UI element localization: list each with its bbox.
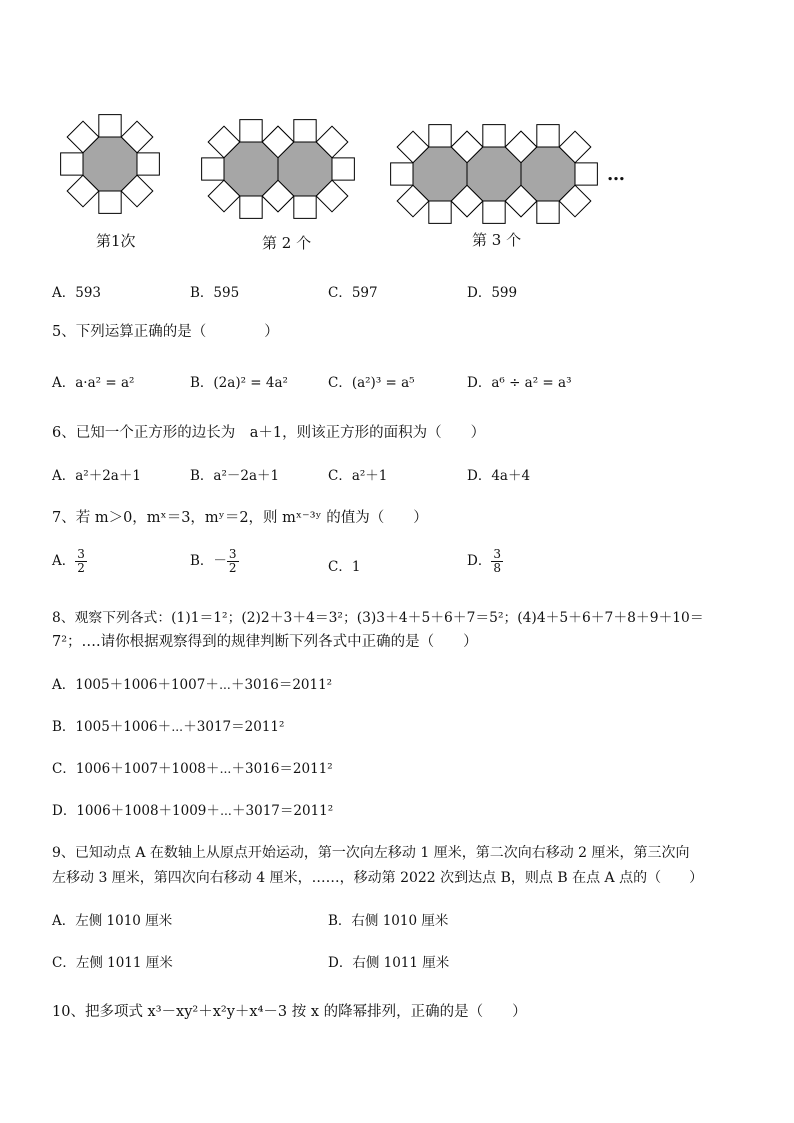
q9-stem-line2: 左移动 3 厘米，第四次向右移动 4 厘米，……，移动第 2022 次到达点 B，则点 B 在点 A 点的（ ） <box>52 870 704 886</box>
square-tile <box>294 196 316 218</box>
square-tile <box>99 191 121 213</box>
q8-option-b: B．1005＋1006＋⋯＋3017＝2011² <box>52 719 285 735</box>
square-tile <box>483 201 505 223</box>
q8-stem-line1: 8、观察下列各式：(1)1＝1²；(2)2＋3＋4＝3²；(3)3＋4＋5＋6＋7＝5²；(4)4＋5＋6＋7＋8＋9＋10＝ <box>52 610 704 626</box>
q10-stem: 10、把多项式 x³－xy²＋x²y＋x⁴－3 按 x 的降幂排列，正确的是（ ） <box>52 1004 527 1020</box>
q8-stem-line2: 7²；….请你根据观察得到的规律判断下列各式中正确的是（ ） <box>52 634 478 650</box>
square-tile <box>61 153 83 175</box>
square-tile <box>575 163 597 185</box>
q7-option-b-prefix: B．－ <box>190 553 227 569</box>
q7-option-a-prefix: A． <box>52 553 76 569</box>
q6-option-c: C．a²＋1 <box>328 468 388 484</box>
octagon-tile <box>521 147 575 201</box>
q8-option-a: A．1005＋1006＋1007＋⋯＋3016＝2011² <box>52 677 333 693</box>
q5-option-a: A．a·a² = a² <box>52 375 135 391</box>
octagon-pattern-figure <box>0 0 794 260</box>
square-tile <box>391 163 413 185</box>
q7-option-d-prefix: D． <box>467 553 492 569</box>
q4-option-d: D．599 <box>467 285 518 301</box>
octagon-tile <box>83 137 137 191</box>
square-tile <box>483 125 505 147</box>
q9-stem-line1: 9、已知动点 A 在数轴上从原点开始运动，第一次向左移动 1 厘米，第二次向右移动 2 厘米，第三次向 <box>52 845 690 861</box>
q6-stem: 6、已知一个正方形的边长为 a＋1，则该正方形的面积为（ ） <box>52 425 486 441</box>
q5-option-d: D．a⁶ ÷ a² = a³ <box>467 375 572 391</box>
q4-option-a: A．593 <box>52 285 102 301</box>
square-tile <box>429 125 451 147</box>
square-tile <box>137 153 159 175</box>
square-tile <box>202 158 224 180</box>
q4-option-c: C．597 <box>328 285 378 301</box>
q9-option-c: C．左侧 1011 厘米 <box>52 955 173 971</box>
q8-option-c: C．1006＋1007＋1008＋⋯＋3016＝2011² <box>52 761 333 777</box>
q6-option-a: A．a²＋2a＋1 <box>52 468 141 484</box>
q8-option-d: D．1006＋1008＋1009＋⋯＋3017＝2011² <box>52 803 334 819</box>
q7-option-b-fraction: $\frac{3}{2}$ <box>228 547 237 575</box>
q5-option-c: C．(a²)³ = a⁵ <box>328 375 415 391</box>
square-tile <box>429 201 451 223</box>
q7-option-b <box>190 548 239 575</box>
octagon-tile <box>413 147 467 201</box>
q7-stem: 7、若 m＞0，mˣ＝3，mʸ＝2，则 mˣ⁻³ʸ 的值为（ ） <box>52 510 428 526</box>
octagon-tile <box>278 142 332 196</box>
q6-option-d: D．4a＋4 <box>467 468 531 484</box>
octagon-tile <box>467 147 521 201</box>
square-tile <box>537 125 559 147</box>
q7-option-c: C．1 <box>328 559 361 575</box>
q5-stem: 5、下列运算正确的是（ ） <box>52 324 279 340</box>
q6-option-b: B．a²－2a＋1 <box>190 468 280 484</box>
square-tile <box>240 120 262 142</box>
square-tile <box>294 120 316 142</box>
square-tile <box>332 158 354 180</box>
figure-label-1: 第1次 <box>96 232 136 250</box>
square-tile <box>537 201 559 223</box>
q7-option-a <box>52 548 87 575</box>
square-tile <box>240 196 262 218</box>
figure-ellipsis: … <box>607 164 625 185</box>
octagon-tile <box>224 142 278 196</box>
q5-option-b: B．(2a)² = 4a² <box>190 375 288 391</box>
q9-option-b: B．右侧 1010 厘米 <box>328 913 449 929</box>
q4-option-b: B．595 <box>190 285 240 301</box>
figure-label-2: 第 2 个 <box>262 234 312 252</box>
q9-option-d: D．右侧 1011 厘米 <box>328 955 450 971</box>
q9-option-a: A．左侧 1010 厘米 <box>52 913 173 929</box>
q7-option-d-fraction: $\frac{3}{8}$ <box>493 547 501 575</box>
q7-option-a-fraction: $\frac{3}{2}$ <box>77 547 85 575</box>
figure-label-3: 第 3 个 <box>472 231 522 249</box>
square-tile <box>99 115 121 137</box>
q7-option-d <box>467 548 503 575</box>
